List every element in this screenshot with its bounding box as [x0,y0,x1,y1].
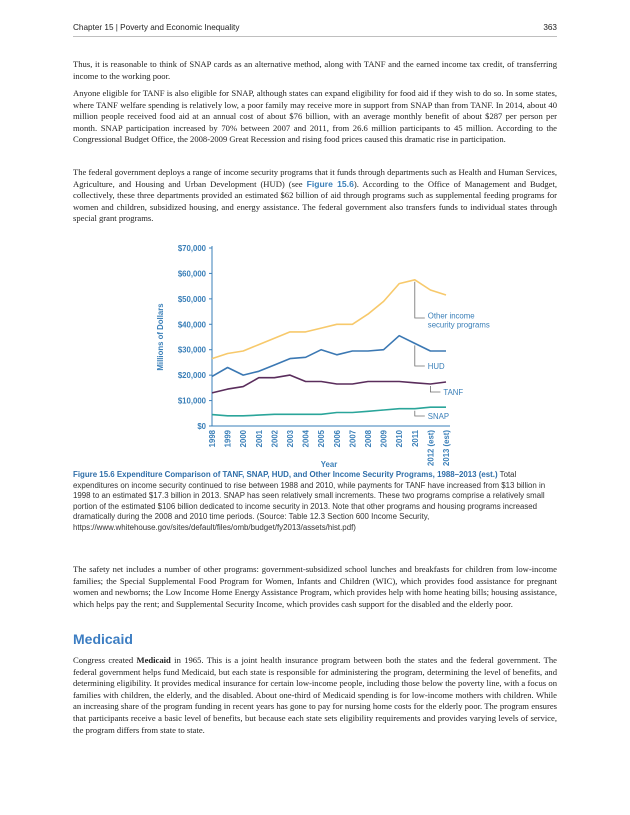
paragraph-safety-net: The safety net includes a number of other programs: government-subsidized school lunches and breakfasts for children from low-income families; the Special Supplemental Food Program for Women, Infants and Children (WIC), which provides food assistance for pregnant women and newborns; the Low Income Home Energy Assistance Program, which provides help with home heating bills; housing assistance, which helps pay the rent; and Supplemental Security Income, which provides cash support for the disabled and the elderly poor. [73,564,557,609]
running-header [73,23,557,35]
header-divider [73,36,557,37]
series-line-hud [212,336,446,377]
y-tick-label: $40,000 [177,320,206,330]
x-tick-label: 1998 [208,430,217,448]
expenditure-line-chart [150,238,490,470]
y-tick-label: $60,000 [177,269,206,279]
paragraph-medicaid [73,655,557,736]
x-tick-label: 2007 [348,430,358,448]
figure-15-6-link[interactable]: Figure 15.6 [306,178,354,189]
x-tick-label: 2004 [301,430,311,448]
medicaid-key-term: Medicaid [136,655,171,665]
paragraph-snap-cards: Thus, it is reasonable to think of SNAP cards as an alternative method, along with TANF and the earned income tax credit, of transferring income to the working poor. [73,59,557,81]
x-tick-label: 2003 [286,430,295,448]
section-heading-medicaid: Medicaid [73,631,133,647]
figure-caption-body: Total expenditures on income security continued to rise between 1988 and 2010, while payments for TANF have increased from $13 billion in 1998 to an estimated $17.3 billion in 2013. SNAP has seen relatively small increments. These two programs comprise a relatively small portion of the estimated $106 billion dedicated to income security in 2013. Note that other programs and housing programs increased dramatically during the 2008 and 2010 time periods. (Source: Table 12.3 Section 600 Income Security, https://www.whitehouse.gov/sites/default/files/omb/budget/fy2013/assets/hist.pdf) [73,470,546,532]
x-axis-title: Year [320,460,338,469]
y-axis-title: Millions of Dollars [156,303,165,371]
series-leader-snap [415,411,425,416]
series-leader-other [415,282,425,318]
x-tick-label: 2001 [254,430,264,448]
paragraph-income-security-part1: The federal government deploys a range of income security programs that it funds through departments such as Health and Human Services, Agriculture, and Housing and Urban Development (HUD) (see [73,167,557,189]
x-tick-label: 2000 [239,430,249,448]
series-line-tanf [212,375,446,393]
x-tick-label: 2008 [364,430,373,448]
x-tick-label: 2013 (est) [442,430,451,466]
x-tick-label: 2005 [317,430,327,448]
chapter-title: Chapter 15 | Poverty and Economic Inequality [73,23,240,32]
y-tick-label: $30,000 [177,345,206,355]
x-tick-label: 2002 [270,430,280,448]
series-label-other: security programs [427,320,490,330]
y-tick-label: $0 [197,422,206,431]
paragraph-medicaid-part1: Congress created [73,655,137,665]
y-tick-label: $50,000 [177,294,206,304]
paragraph-snap-eligibility: Anyone eligible for TANF is also eligible for SNAP, although states can expand eligibility for food aid if they wish to do so. In some states, where TANF welfare spending is relatively low, a poor family may receive more in support from SNAP than from TANF. In 2014, about 40 million people received food aid at an annual cost of about $76 billion, with an average monthly benefit of about $287 per person per month. SNAP participation increased by 70% between 2007 and 2011, from 26.6 million participants to 45 million. According to the Congressional Budget Office, the 2008-2009 Great Recession and rising food prices caused this dramatic rise in participation. [73,88,557,145]
series-leader-hud [415,345,425,366]
series-label-hud: HUD [427,362,445,371]
x-tick-label: 2012 (est) [426,430,436,466]
paragraph-medicaid-part2: in 1965. This is a joint health insurance program between both the states and the federal government. The federal government helps fund Medicaid, but each state is responsible for administering the program, determining the level of benefits, and determining eligibility. It provides medical insurance for certain low-income people, including those below the poverty line, with a focus on families with children, the elderly, and the disabled. About one-third of Medicaid spending is for low-income mothers with children. While an increasing share of the program funding in recent years has gone to pay for nursing home costs for the elderly poor. The program ensures that participants receive a basic level of benefits, but because each state sets eligibility requirements and provides varying levels of service, the program differs from state to state. [73,655,557,735]
x-tick-label: 2010 [395,430,405,448]
series-label-snap: SNAP [427,412,450,421]
x-tick-label: 2009 [379,430,389,448]
figure-caption [73,470,557,533]
paragraph-income-security [73,167,557,225]
paragraph-income-security-part2: ). According to the Office of Management and Budget, collectively, these three departments provided an estimated $62 billion of aid through programs such as supplemental feeding programs for women and children, subsidized housing, and energy assistance. The federal government also transfers funds to individual states through special grant programs. [73,178,558,224]
series-leader-tanf [430,386,440,392]
figure-caption-title: Figure 15.6 Expenditure Comparison of TANF, SNAP, HUD, and Other Income Security Programs, 1988–2013 (est.) [73,470,498,479]
series-line-other [212,280,446,359]
y-tick-label: $10,000 [177,396,206,406]
series-line-snap [212,407,446,416]
page-number: 363 [543,23,557,32]
x-tick-label: 2006 [332,430,342,448]
y-tick-label: $20,000 [177,371,206,381]
y-tick-label: $70,000 [177,244,206,253]
series-label-other: Other income [427,311,475,321]
series-label-tanf: TANF [443,388,464,397]
x-tick-label: 1999 [223,430,233,448]
x-tick-label: 2011 [410,430,420,447]
